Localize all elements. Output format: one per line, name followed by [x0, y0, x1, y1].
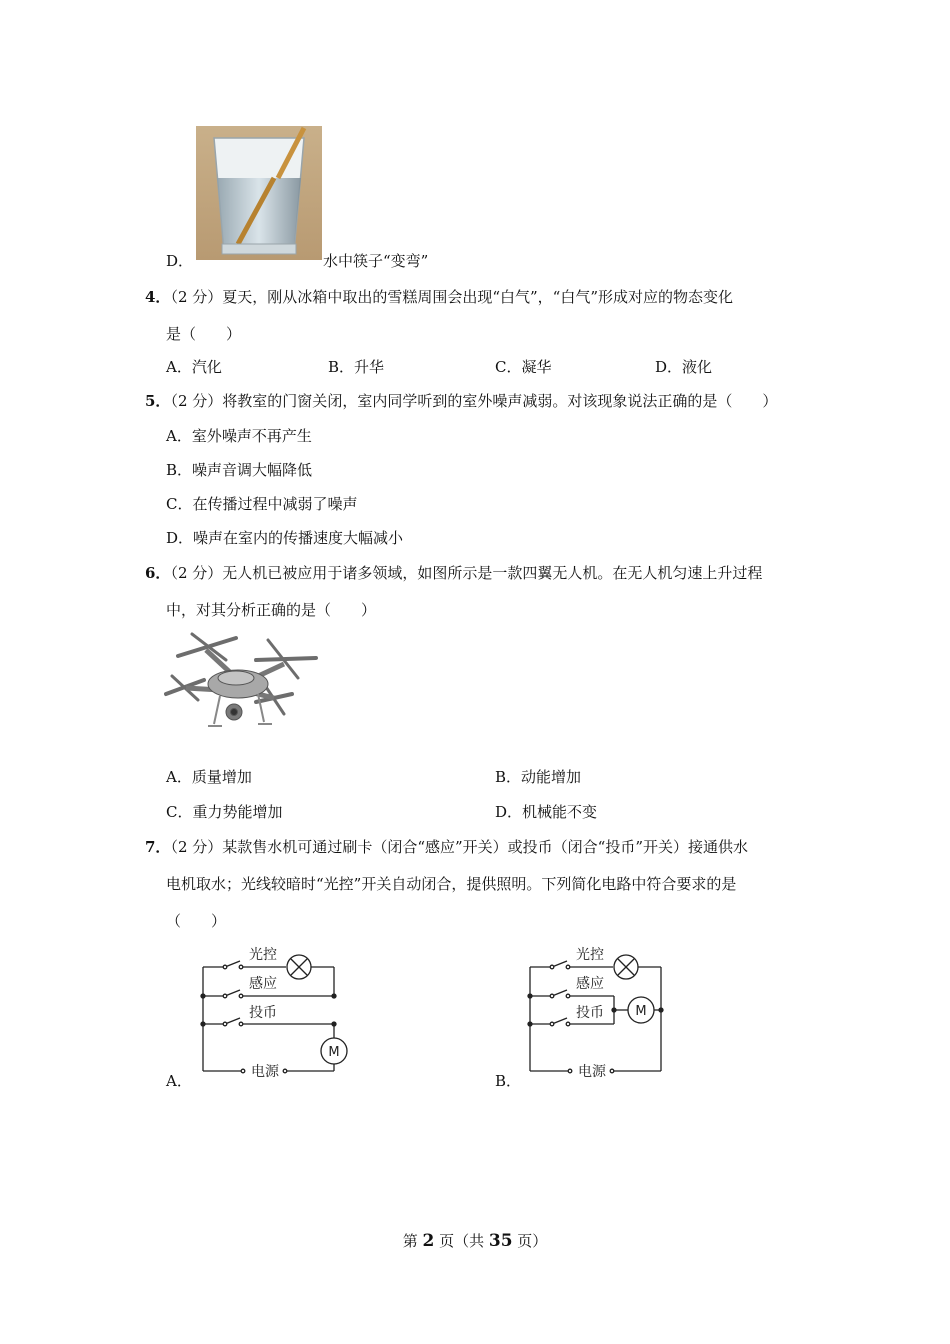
q4-option-b[interactable]: B．升华	[328, 358, 385, 376]
q4-stem-line2: 是（ ）	[166, 325, 242, 343]
q4-option-a[interactable]: A．汽化	[166, 358, 222, 376]
footer-mid: 页（共	[434, 1232, 489, 1250]
q3-option-d-letter: D．	[166, 252, 194, 270]
drone-image	[164, 628, 320, 740]
q6-stem-line2: 中，对其分析正确的是（ ）	[166, 601, 377, 619]
circuit-a-motor-label: M	[328, 1045, 340, 1060]
footer-post: 页）	[512, 1232, 548, 1250]
circuit-b-label-sensor: 感应	[576, 976, 604, 992]
circuit-b-label-coin: 投币	[576, 1005, 604, 1021]
circuit-a-label-light: 光控	[249, 947, 277, 963]
circuit-b-motor-label: M	[635, 1004, 647, 1019]
q5-option-d[interactable]: D．噪声在室内的传播速度大幅减小	[166, 529, 404, 547]
circuit-a-label-power: 电源	[251, 1064, 279, 1080]
q7-stem-line2: 电机取水；光线较暗时“光控”开关自动闭合，提供照明。下列简化电路中符合要求的是	[166, 875, 737, 893]
q6-stem-line1: （2 分）无人机已被应用于诸多领域，如图所示是一款四翼无人机。在无人机匀速上升过程	[163, 564, 763, 582]
q5-option-c[interactable]: C．在传播过程中减弱了噪声	[166, 495, 358, 513]
page-footer	[0, 1230, 950, 1251]
q7-stem-line3: （ ）	[166, 912, 227, 930]
q5-option-a[interactable]: A．室外噪声不再产生	[166, 427, 312, 445]
circuit-diagram-b	[522, 940, 682, 1080]
q6-option-a[interactable]: A．质量增加	[166, 768, 252, 786]
q4-number: 4．	[145, 288, 171, 306]
q6-option-b[interactable]: B．动能增加	[495, 768, 582, 786]
circuit-a-label-sensor: 感应	[249, 976, 277, 992]
footer-page-number: 2	[422, 1231, 435, 1251]
q5-option-b[interactable]: B．噪声音调大幅降低	[166, 461, 313, 479]
q6-number: 6．	[145, 564, 171, 582]
q4-option-d[interactable]: D．液化	[655, 358, 713, 376]
glass-chopstick-image	[196, 126, 322, 260]
footer-pre: 第	[402, 1232, 423, 1250]
q3-option-d-text: 水中筷子“变弯”	[323, 252, 429, 270]
circuit-b-label-light: 光控	[576, 947, 604, 963]
q5-stem: （2 分）将教室的门窗关闭，室内同学听到的室外噪声减弱。对该现象说法正确的是（ ）	[163, 392, 778, 410]
q4-stem-line1: （2 分）夏天，刚从冰箱中取出的雪糕周围会出现“白气”，“白气”形成对应的物态变化	[163, 288, 733, 306]
q7-option-b[interactable]: B．	[495, 1072, 522, 1090]
q7-stem-line1: （2 分）某款售水机可通过刷卡（闭合“感应”开关）或投币（闭合“投币”开关）接通供水	[163, 838, 748, 856]
circuit-a-label-coin: 投币	[249, 1005, 277, 1021]
circuit-diagram-a	[195, 940, 355, 1080]
q6-option-d[interactable]: D．机械能不变	[495, 803, 598, 821]
footer-total-pages: 35	[488, 1231, 513, 1251]
q7-option-a[interactable]: A．	[166, 1072, 192, 1090]
q7-number: 7．	[145, 838, 171, 856]
circuit-b-label-power: 电源	[578, 1064, 606, 1080]
q4-option-c[interactable]: C．凝华	[495, 358, 552, 376]
q6-option-c[interactable]: C．重力势能增加	[166, 803, 283, 821]
q5-number: 5．	[145, 392, 171, 410]
